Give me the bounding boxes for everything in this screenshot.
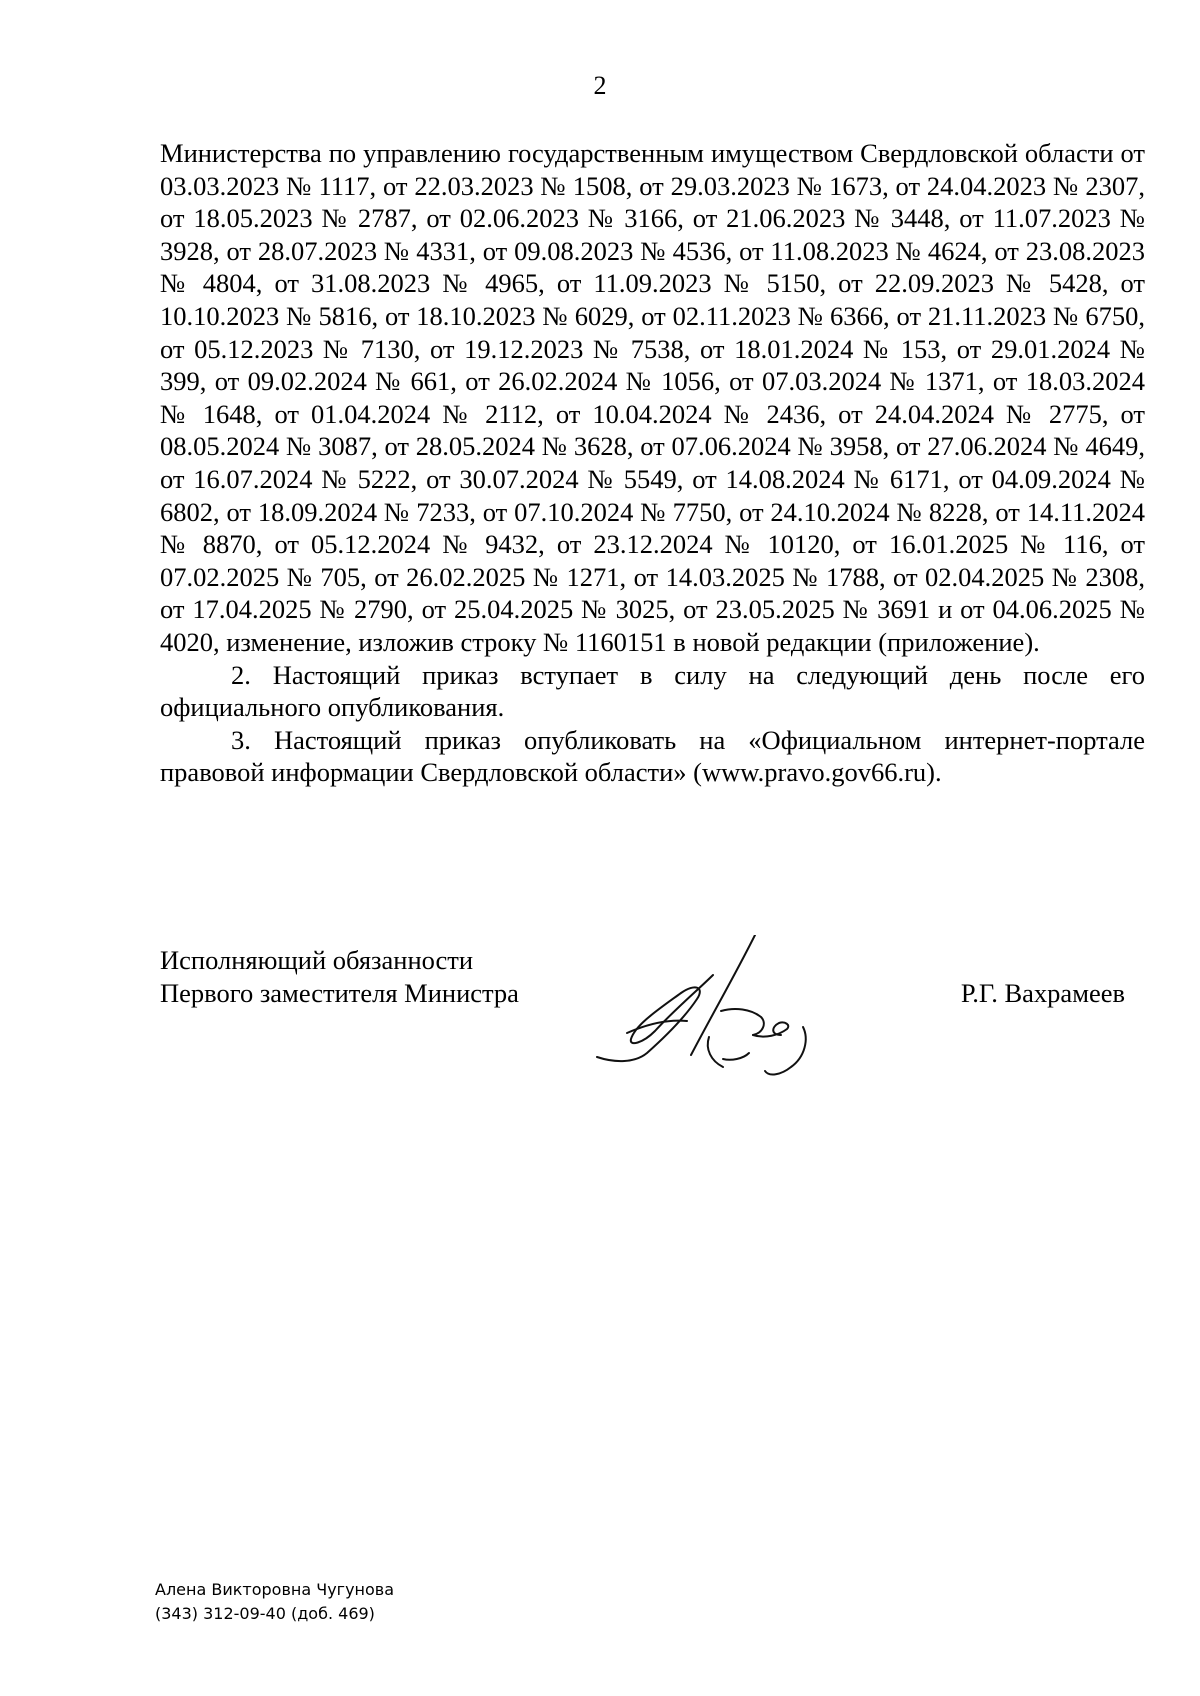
- item-2-paragraph: 2. Настоящий приказ вступает в силу на следующий день после его официального опубликования.: [160, 659, 1145, 723]
- signatory-position-line-1: Исполняющий обязанности: [160, 945, 474, 975]
- executor-phone: (343) 312-09-40 (доб. 469): [155, 1604, 375, 1623]
- handwritten-signature: [595, 935, 825, 1105]
- signer-name: Р.Г. Вахрамеев: [960, 978, 1125, 1008]
- document-body: [160, 137, 1145, 789]
- signatory-position-line-2: Первого заместителя Министра: [160, 978, 519, 1008]
- signatory-position: [160, 944, 519, 1010]
- executor-contact: [155, 1578, 394, 1626]
- amendment-list-paragraph: Министерства по управлению государственным имуществом Свердловской области от 03.03.2023 № 1117, от 22.03.2023 № 1508, от 29.03.2023 № 1673, от 24.04.2023 № 2307, от 18.05.2023 № 2787, от 02.06.2023 № 3166, от 21.06.2023 № 3448, от 11.07.2023 № 3928, от 28.07.2023 № 4331, от 09.08.2023 № 4536, от 11.08.2023 № 4624, от 23.08.2023 № 4804, от 31.08.2023 № 4965, от 11.09.2023 № 5150, от 22.09.2023 № 5428, от 10.10.2023 № 5816, от 18.10.2023 № 6029, от 02.11.2023 № 6366, от 21.11.2023 № 6750, от 05.12.2023 № 7130, от 19.12.2023 № 7538, от 18.01.2024 № 153, от 29.01.2024 № 399, от 09.02.2024 № 661, от 26.02.2024 № 1056, от 07.03.2024 № 1371, от 18.03.2024 № 1648, от 01.04.2024 № 2112, от 10.04.2024 № 2436, от 24.04.2024 № 2775, от 08.05.2024 № 3087, от 28.05.2024 № 3628, от 07.06.2024 № 3958, от 27.06.2024 № 4649, от 16.07.2024 № 5222, от 30.07.2024 № 5549, от 14.08.2024 № 6171, от 04.09.2024 № 6802, от 18.09.2024 № 7233, от 07.10.2024 № 7750, от 24.10.2024 № 8228, от 14.11.2024 № 8870, от 05.12.2024 № 9432, от 23.12.2024 № 10120, от 16.01.2025 № 116, от 07.02.2025 № 705, от 26.02.2025 № 1271, от 14.03.2025 № 1788, от 02.04.2025 № 2308, от 17.04.2025 № 2790, от 25.04.2025 № 3025, от 23.05.2025 № 3691 и от 04.06.2025 № 4020, изменение, изложив строку № 1160151 в новой редакции (приложение).: [160, 138, 1145, 657]
- executor-name: Алена Викторовна Чугунова: [155, 1580, 395, 1599]
- item-3-paragraph: 3. Настоящий приказ опубликовать на «Официальном интернет-портале правовой информации Свердловской области» (www.pravo.gov66.ru).: [160, 724, 1145, 788]
- page-number: 2: [593, 71, 607, 100]
